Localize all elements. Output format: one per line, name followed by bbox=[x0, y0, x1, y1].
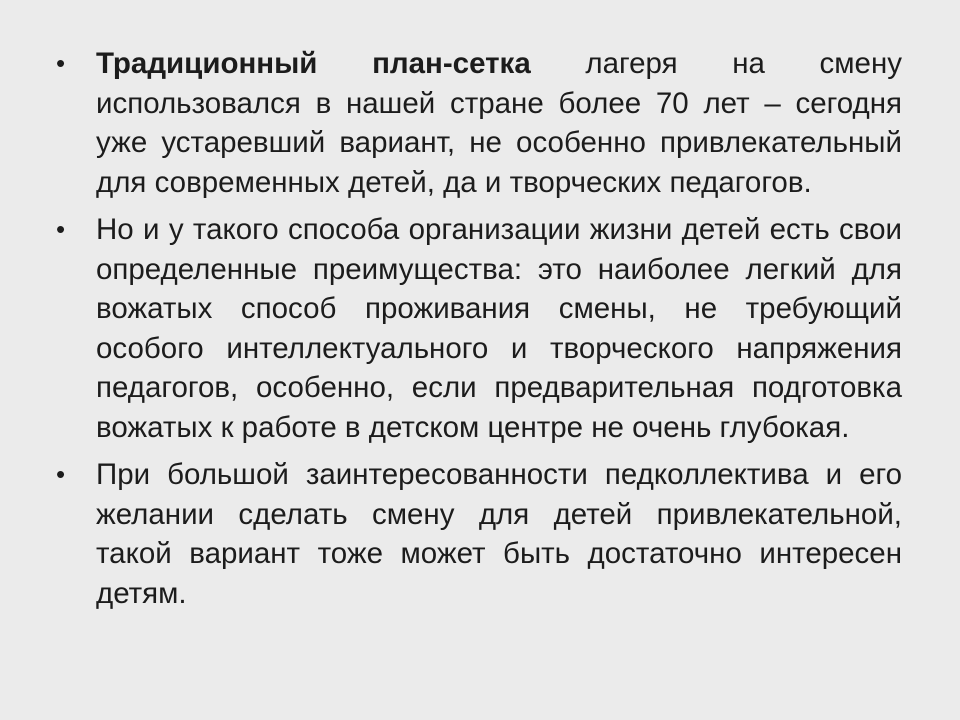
bullet-item-2 bbox=[56, 210, 902, 447]
bullet-list bbox=[56, 44, 902, 613]
bullet-icon: • bbox=[56, 48, 66, 78]
bullet-item-3 bbox=[56, 455, 902, 613]
bullet-icon: • bbox=[56, 214, 66, 244]
bullet-icon: • bbox=[56, 459, 66, 489]
bullet-text: При большой заинтересованности педколлектива и его желании сделать смену для детей привлекательной, такой вариант тоже может быть достаточно интересен детям. bbox=[96, 458, 902, 610]
bullet-item-1 bbox=[56, 44, 902, 202]
bullet-lead-text: Традиционный план-сетка bbox=[96, 47, 531, 80]
bullet-text: Но и у такого способа организации жизни детей есть свои определенные преимущества: это наиболее легкий для вожатых способ проживания смены, не требующий особого интеллектуального и творческого напряжения педагогов, особенно, если предварительная подготовка вожатых к работе в детском центре не очень глубокая. bbox=[96, 213, 902, 444]
bullet-text: лагеря на смену использовался в нашей стране более 70 лет – сегодня уже устаревший вариант, не особенно привлекательный для современных детей, да и творческих педагогов. bbox=[96, 47, 902, 199]
